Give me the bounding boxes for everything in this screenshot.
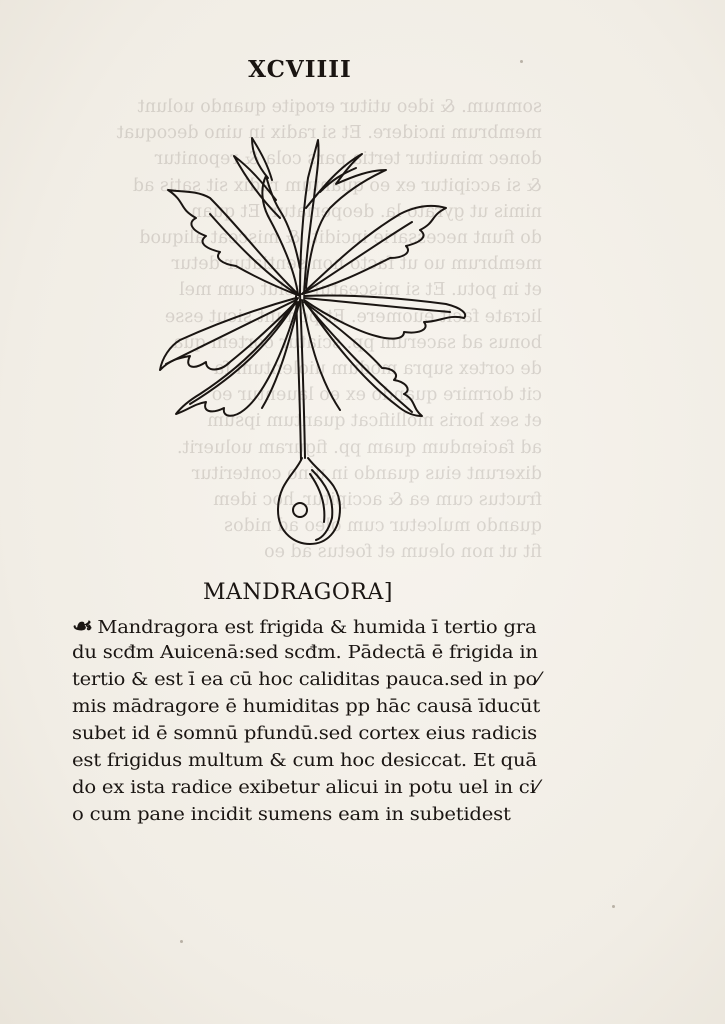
show-through-line: de cortex supra modum uiolentum fa: [213, 359, 542, 380]
text-line-content: mis mādragore ē humiditas pp hāc causā īducūt: [72, 696, 540, 717]
text-line-content: o cum pane incidit sumens eam in subetidest: [72, 804, 511, 825]
paragraph-mark: ☙: [72, 613, 93, 638]
mandrake-plant-woodcut: [150, 118, 470, 548]
show-through-line: cit dormire quando ex eo lauentur eo: [211, 385, 542, 406]
show-through-line: fit ut non oleum et foetus ad eo: [264, 542, 542, 563]
show-through-line: et in potu. Et si misceatur uelut cum mel: [179, 280, 542, 301]
show-through-line: somnum. & ideo utitur eroqite quando uolunt: [137, 97, 542, 117]
text-line-content: Mandragora est frigida & humida ī tertio gra: [97, 618, 537, 638]
text-line: [72, 801, 540, 828]
text-line-content: subet id ē somnū pfundū.sed cortex eius radicis: [72, 723, 537, 744]
folio-number: XCVIIII: [248, 56, 352, 83]
text-line: [72, 612, 540, 639]
show-through-line: ad faciendum quam pp. figuram uoluerit.: [176, 437, 542, 458]
text-line: [72, 639, 540, 666]
paper-speck: [612, 905, 615, 908]
paper-speck: [180, 940, 183, 943]
show-through-line: donec minuitur tertia pars cola & reponitur: [154, 149, 542, 170]
entry-body: [72, 612, 540, 828]
text-line-content: du scđm Auicenā:sed scđm. Pādectā ē frigida in: [72, 642, 538, 663]
text-line-content: do ex ista radice exibetur alicui in potu uel in ci⁄: [72, 777, 539, 798]
entry-heading: MANDRAGORA]: [203, 580, 393, 605]
text-line: [72, 747, 540, 774]
show-through-line: membrum uo ut facto non sentiatur detur: [171, 254, 542, 275]
show-through-line: bonus ad sacerum pp. sciatur cortem qua: [172, 332, 542, 353]
show-through-line: licrate facit euomere. Et ponunt sicut esse: [164, 306, 542, 327]
show-through-line: do fiunt necessarie incidit. & misceat aliquod: [139, 228, 542, 249]
show-through-line: fructus cum ea & accipitur. hoc idem: [213, 490, 542, 511]
show-through-line: nimis ut gyrato la. deoperiatur. Et quan: [190, 201, 542, 222]
text-line: [72, 774, 540, 801]
show-through-line: et sex horis mollificat quantum ipsum: [207, 411, 542, 432]
show-through-line: quando mulcetur cum oleo ad nidos: [224, 516, 542, 537]
show-through-line: dixerunt eius quando in uino conteritur: [191, 463, 542, 484]
show-through-line: membrum incidere. Et si radix in uino decoquat: [116, 123, 542, 144]
text-line-content: tertio & est ī ea cū hoc caliditas pauca.sed in po⁄: [72, 669, 540, 690]
text-line: [72, 666, 540, 693]
text-line-content: est frigidus multum & cum hoc desiccat. Et quā: [72, 750, 537, 771]
paper-speck: [520, 60, 523, 63]
text-line: [72, 693, 540, 720]
show-through-line: & si accipitur ex eo quantum radix sit satis ad: [132, 175, 542, 196]
text-line: [72, 720, 540, 747]
